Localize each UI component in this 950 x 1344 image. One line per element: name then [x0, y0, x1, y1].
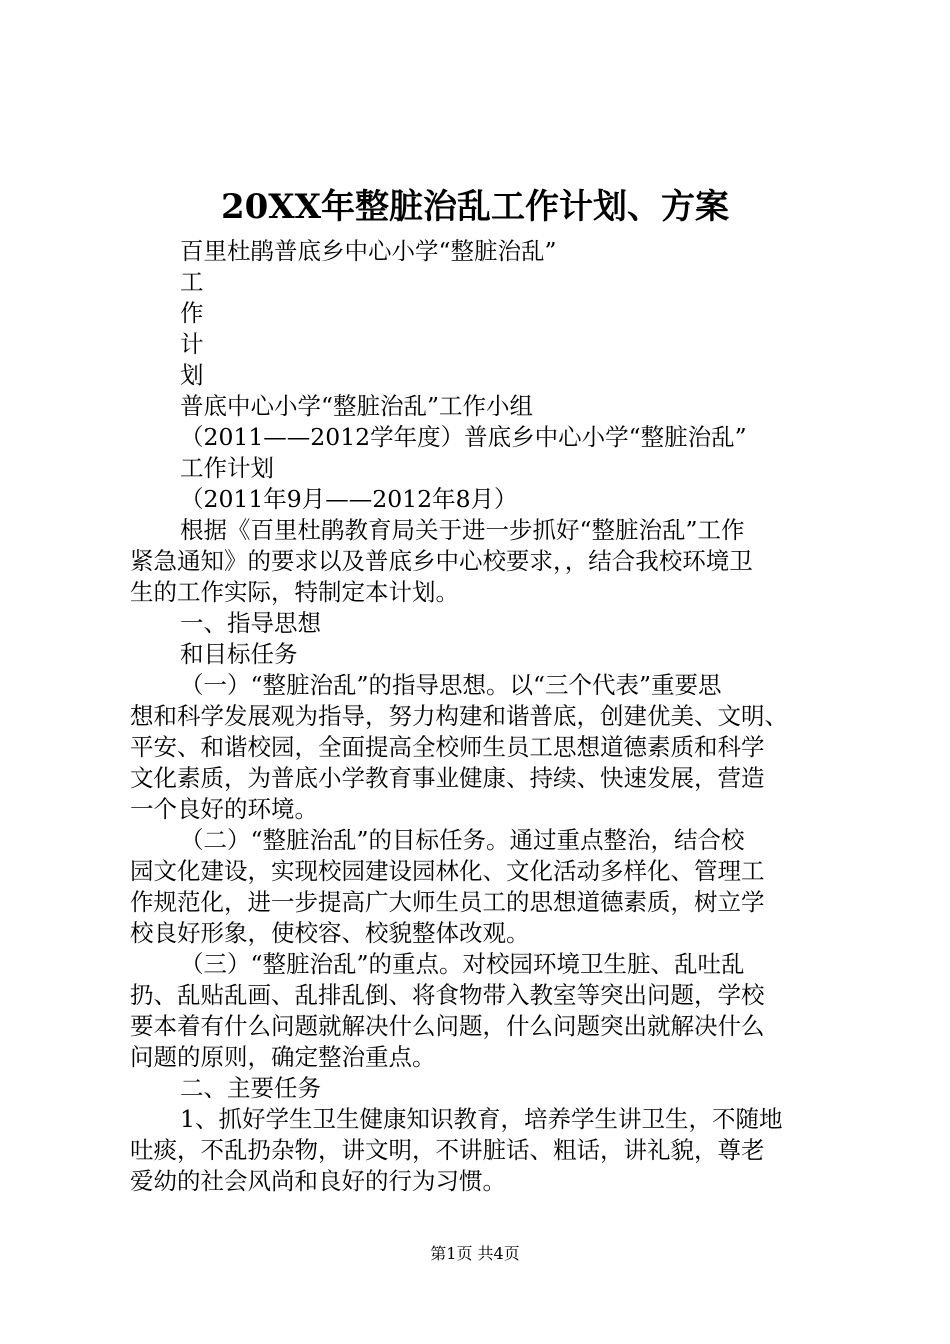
text-line: 1、抓好学生卫生健康知识教育，培养学生讲卫生，不随地	[180, 1105, 783, 1133]
text-line: 吐痰，不乱扔杂物，讲文明，不讲脏话、粗话，讲礼貌，尊老	[130, 1136, 765, 1164]
page-number-footer: 第1页 共4页	[430, 1244, 520, 1263]
document-title: 20XX年整脏治乱工作计划、方案	[220, 187, 730, 227]
text-line: 划	[180, 361, 204, 389]
text-line: 扔、乱贴乱画、乱排乱倒、将食物带入教室等突出问题，学校	[130, 981, 765, 1009]
text-line: 园文化建设，实现校园建设园林化、文化活动多样化、管理工	[130, 857, 765, 885]
text-line: 计	[180, 330, 204, 358]
text-line: 爱幼的社会风尚和良好的行为习惯。	[130, 1167, 506, 1195]
text-line: （一）“整脏治乱”的指导思想。以“三个代表”重要思	[180, 671, 722, 699]
text-line: 问题的原则，确定整治重点。	[130, 1043, 436, 1071]
text-line: 作规范化，进一步提高广大师生员工的思想道德素质，树立学	[130, 888, 765, 916]
text-line: 一、指导思想	[180, 609, 321, 637]
text-line: 和目标任务	[180, 640, 298, 668]
text-line: 想和科学发展观为指导，努力构建和谐普底，创建优美、文明、	[130, 702, 788, 730]
text-line: 工作计划	[180, 454, 274, 482]
text-line: （2011——2012学年度）普底乡中心小学“整脏治乱”	[180, 423, 747, 451]
text-line: 工	[180, 268, 204, 296]
text-line: 紧急通知》的要求以及普底乡中心校要求，，结合我校环境卫	[130, 547, 753, 575]
text-line: 一个良好的环境。	[130, 795, 318, 823]
text-line: （三）“整脏治乱”的重点。对校园环境卫生脏、乱吐乱	[180, 950, 745, 978]
text-line: 根据《百里杜鹃教育局关于进一步抓好“整脏治乱”工作	[180, 516, 745, 544]
text-line: 普底中心小学“整脏治乱”工作小组	[180, 392, 534, 420]
text-line: 作	[180, 299, 204, 327]
text-line: 生的工作实际，特制定本计划。	[130, 578, 459, 606]
text-line: 百里杜鹃普底乡中心小学“整脏治乱”	[180, 237, 557, 265]
text-line: （2011年9月——2012年8月）	[180, 485, 518, 513]
text-line: 平安、和谐校园，全面提高全校师生员工思想道德素质和科学	[130, 733, 765, 761]
text-line: （二）“整脏治乱”的目标任务。通过重点整治，结合校	[180, 826, 745, 854]
text-line: 二、主要任务	[180, 1074, 321, 1102]
text-line: 文化素质，为普底小学教育事业健康、持续、快速发展，营造	[130, 764, 765, 792]
text-line: 校良好形象，使校容、校貌整体改观。	[130, 919, 530, 947]
text-line: 要本着有什么问题就解决什么问题，什么问题突出就解决什么	[130, 1012, 765, 1040]
